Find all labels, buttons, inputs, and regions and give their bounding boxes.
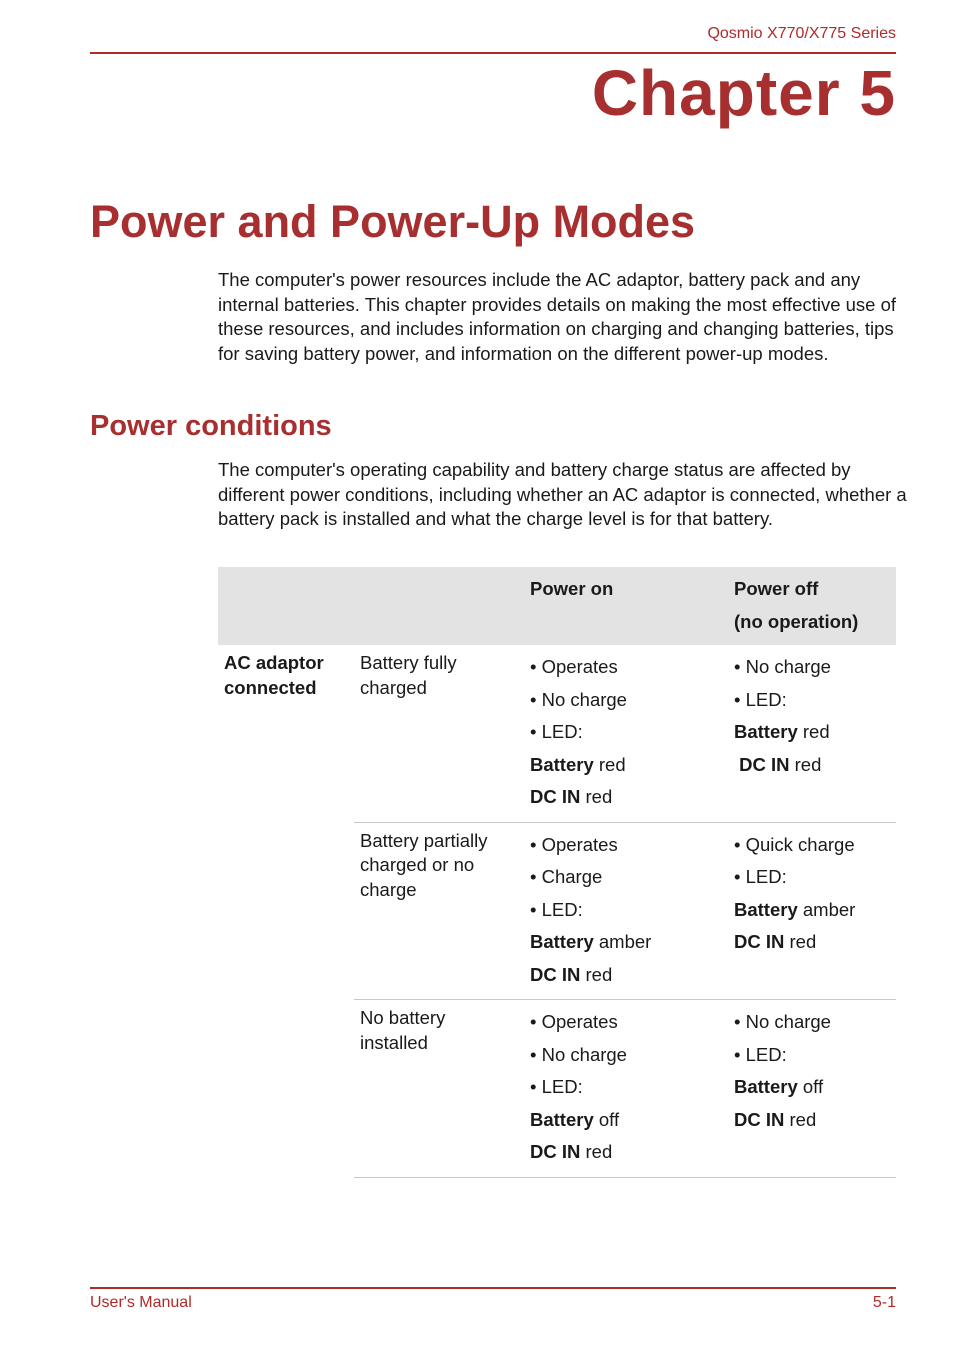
led-dcin-state: red <box>580 1141 613 1162</box>
power-off-cell <box>728 645 896 822</box>
led-battery-label: Battery <box>530 753 594 775</box>
led-battery-state: red <box>797 721 830 742</box>
section-heading: Power conditions <box>90 410 332 442</box>
list-item: • LED: <box>530 721 583 742</box>
led-battery-line <box>734 1071 890 1104</box>
list-item: • LED: <box>530 1076 583 1097</box>
group-label-line2: connected <box>224 676 317 698</box>
list-item: • LED: <box>734 866 787 887</box>
list-item: • Operates <box>530 656 618 677</box>
led-battery-state: amber <box>593 931 652 952</box>
power-conditions-table <box>218 567 896 1178</box>
power-on-cell <box>524 645 728 822</box>
header-series: Qosmio X770/X775 Series <box>707 25 896 42</box>
header-power-on: Power on <box>524 567 728 645</box>
led-battery-line <box>530 1104 722 1137</box>
list-item: • Operates <box>530 1011 618 1032</box>
led-battery-state: red <box>593 753 626 775</box>
header-rule <box>90 52 896 54</box>
led-battery-line <box>734 716 890 749</box>
led-dcin-label: DC IN <box>734 1108 785 1130</box>
list-item: • LED: <box>734 688 787 710</box>
led-dcin-label: DC IN <box>530 786 581 807</box>
header-power-off-line2: (no operation) <box>734 611 859 632</box>
led-dcin-line <box>530 959 722 992</box>
led-battery-label: Battery <box>530 1108 594 1130</box>
list-item: • LED: <box>530 898 583 920</box>
list-item: • Charge <box>530 866 603 887</box>
led-dcin-state: red <box>784 931 817 952</box>
condition-cell: No battery installed <box>354 1000 524 1178</box>
list-item: • No charge <box>734 656 831 677</box>
led-dcin-state: red <box>580 963 613 985</box>
power-on-cell <box>524 822 728 1000</box>
led-dcin-state: red <box>789 753 822 775</box>
led-dcin-line <box>734 926 890 959</box>
power-on-cell <box>524 1000 728 1178</box>
footer-rule <box>90 1287 896 1289</box>
led-battery-line <box>530 749 722 782</box>
led-battery-label: Battery <box>734 898 798 920</box>
condition-cell: Battery fully charged <box>360 652 457 698</box>
header-power-off <box>728 567 896 645</box>
footer-manual-label: User's Manual <box>90 1294 192 1311</box>
group-label-line1: AC adaptor <box>224 652 324 673</box>
list-item: • Quick charge <box>734 833 855 855</box>
led-dcin-label: DC IN <box>734 753 790 775</box>
led-dcin-label: DC IN <box>530 1141 581 1162</box>
header-power-off-line1: Power off <box>734 578 819 599</box>
led-dcin-label: DC IN <box>530 963 581 985</box>
led-battery-state: amber <box>797 898 856 920</box>
led-battery-state: off <box>593 1108 620 1130</box>
led-dcin-line <box>734 1104 890 1137</box>
list-item: • LED: <box>734 1043 787 1065</box>
led-dcin-state: red <box>784 1108 817 1130</box>
led-battery-state: off <box>797 1076 824 1097</box>
power-off-cell <box>728 1000 896 1178</box>
condition-cell: Battery partially charged or no charge <box>354 822 524 1000</box>
power-off-cell <box>728 822 896 1000</box>
table-row <box>218 645 896 822</box>
header-cell-empty-2 <box>354 567 524 645</box>
led-battery-line <box>530 926 722 959</box>
led-battery-line <box>734 894 890 927</box>
list-item: • No charge <box>530 1043 627 1065</box>
intro-paragraph: The computer's power resources include the AC adaptor, battery pack and any internal batteries. This chapter provides details on making the most effective use of these resources, and includes information on charging and changing batteries, tips for saving battery power, and information on the different power-up modes. <box>218 269 897 364</box>
led-battery-label: Battery <box>734 1076 798 1097</box>
row-group-label <box>218 645 354 1177</box>
chapter-label: Chapter 5 <box>591 57 896 129</box>
list-item: • Operates <box>530 833 618 855</box>
led-dcin-line <box>734 749 890 782</box>
page-title: Power and Power-Up Modes <box>90 196 696 247</box>
led-battery-label: Battery <box>734 721 798 742</box>
list-item: • No charge <box>734 1011 831 1032</box>
led-dcin-label: DC IN <box>734 931 785 952</box>
table-header-row <box>218 567 896 645</box>
list-item: • No charge <box>530 688 627 710</box>
section-paragraph: The computer's operating capability and battery charge status are affected by different power conditions, including whether an AC adaptor is connected, whether a battery pack is installed and what the charge level is for that battery. <box>218 459 907 529</box>
led-battery-label: Battery <box>530 931 594 952</box>
header-cell-empty-1 <box>218 567 354 645</box>
footer-page-number: 5-1 <box>872 1294 896 1311</box>
led-dcin-line <box>530 1136 722 1169</box>
led-dcin-line <box>530 781 722 814</box>
led-dcin-state: red <box>580 786 613 807</box>
